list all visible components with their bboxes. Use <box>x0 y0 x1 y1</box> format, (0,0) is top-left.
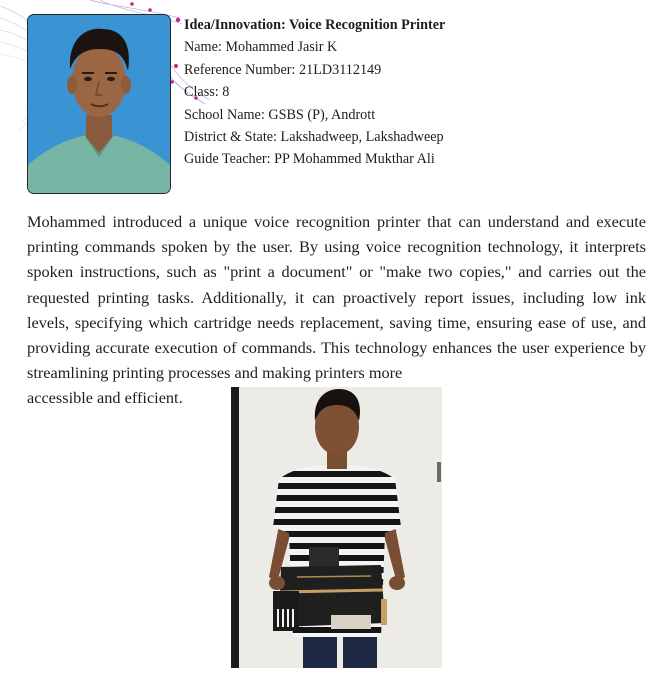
student-class: Class: 8 <box>184 84 230 101</box>
profile-info <box>184 14 445 171</box>
idea-title: Idea/Innovation: Voice Recognition Printer <box>184 17 446 33</box>
student-with-printer-photo <box>231 387 442 668</box>
district-state: District & State: Lakshadweep, Lakshadweep <box>184 129 444 146</box>
student-portrait <box>27 14 171 194</box>
guide-teacher: Guide Teacher: PP Mohammed Mukthar Ali <box>184 151 435 168</box>
student-name: Name: Mohammed Jasir K <box>184 39 338 56</box>
description-paragraph <box>27 209 646 411</box>
reference-number: Reference Number: 21LD3112149 <box>184 61 382 78</box>
school-name: School Name: GSBS (P), Andrott <box>184 106 376 123</box>
description-main: Mohammed introduced a unique voice recognition printer that can understand and execute printing commands spoken by the user. By using voice recognition technology, it interprets spoken instructions, such as "print a document" or "make two copies," and carries out the requested printing tasks. Additionally, it can proactively report issues, including low ink levels, specifying which cartridge needs replacement, saving time, ensuring ease of use, and providing accurate execution of commands. This technology enhances the user experience by streamlining printing processes and making printers more <box>27 212 646 383</box>
description-tail: accessible and efficient. <box>27 388 183 408</box>
